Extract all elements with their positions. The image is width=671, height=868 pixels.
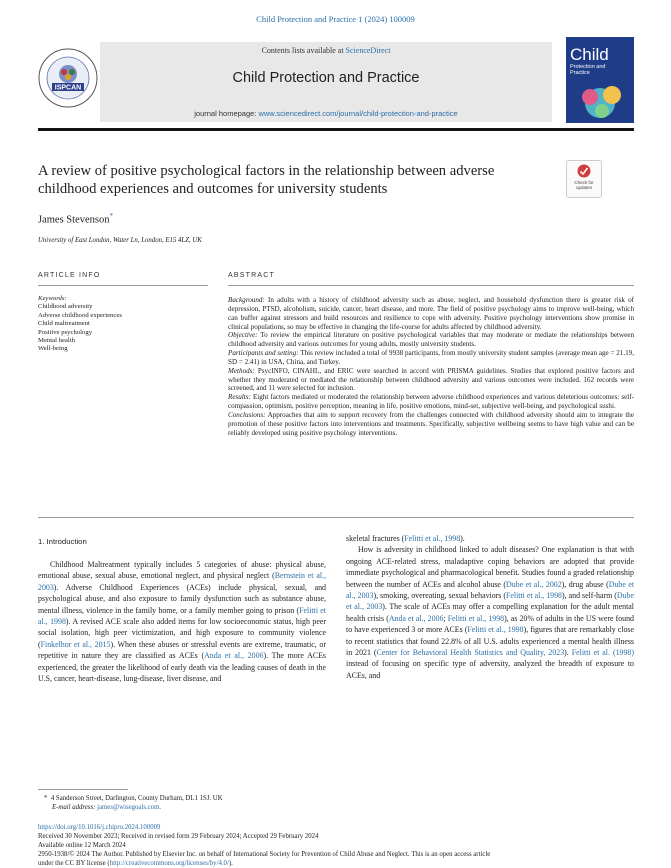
contents-line: Contents lists available at ScienceDirect [261,46,391,55]
abstract-body [228,296,634,438]
article-info-heading: ARTICLE INFO [38,272,101,279]
citation-link[interactable]: Dube et al., 2003 [346,591,634,612]
license-line: under the CC BY license (http://creativecommons.org/licenses/by/4.0/). [38,860,233,867]
citation-link[interactable]: Felitti et al., 1998 [447,613,505,623]
affiliation: University of East London, Water Ln, London, E15 4LZ, UK [38,237,202,244]
author-footnote: * 4 Sanderson Street, Darlington, County Durham, DL1 1SJ. UK E-mail address: james@wisegoals.com. [44,795,223,811]
journal-cover [566,37,634,123]
article-title: A review of positive psychological factors in the relationship between adverse childhood experiences and outcomes for university students [38,163,495,197]
abstract-paragraph: Methods: PsycINFO, CINAHL, and ERIC were searched in accord with PRISMA guidelines. Studies that explored positive factors and whether they moderated or mediated the relationship between childhood adversity and various outcomes were included. 162 records were screened, and 11 were selected for inclusion. [228,366,634,393]
keyword: Positive psychology [38,328,93,336]
intro-paragraph: How is adversity in childhood linked to adult diseases? One explanation is that with ongoing ACE-related stress, maladaptive coping behaviors are adopted that provide immediate psychological and pharmacological benefit. Studies found a graded relationship between the number of ACEs and alcohol abuse (Dube et al., 2002), drug abuse (Dube et al., 2003), smoking, overeating, sexual behaviors (Felitti et al., 1998), and self-harm (Dube et al., 2003). The scale of ACEs may offer a compelling explanation for the adult mental health crisis (Anda et al., 2006; Felitti et al., 1998), as 20% of adults in the US were found to have experienced 3 or more ACEs (Felitti et al., 1998), figures that are remarkably close to recent statistics that found 22.8% of all U.S. adults experienced a mental health illness in 2021 (Center for Behavioral Health Statistics and Quality, 2023). Felitti et al. (1998) instead of focusing on specific type of adversity, analyzed the breadth of exposure to ACEs, and [346,545,635,680]
keyword: Childhood adversity [38,303,93,311]
abstract-heading: ABSTRACT [228,272,275,279]
intro-paragraph: Childhood Maltreatment typically includes 5 categories of abuse: physical abuse, emotional abuse, sexual abuse, emotional neglect, and physical neglect (Bernstein et al., 2003). Adverse Childhood Experiences (ACEs) include physical, sexual, and psychological abuse, and also exposure to family dysfunction such as substance abuse, mental illness, violence in the family home, or a family member going to prison (Felitti et al., 1998). A revised ACE scale also added items for low socioeconomic status, high peer social isolation, high peer victimization, and high exposure to community violence (Finkelhor et al., 2015). When these abuses or stressful events are extreme, traumatic, or repetitive in nature they are classified as ACEs (Anda et al., 2006). The more ACEs experienced, the greater the likelihood of early death via the leading causes of death in the U.S, cancer, heart-disease, lung-disease, liver disease, and [38,560,326,684]
running-head[interactable]: Child Protection and Practice 1 (2024) 100009 [256,14,415,24]
article-info-rule [38,285,208,286]
citation-link[interactable]: Finkelhor et al., 2015 [40,639,111,649]
license-link[interactable]: http://creativecommons.org/licenses/by/4.0/ [109,860,229,867]
cover-title: Child [570,45,609,64]
abstract-paragraph: Objective: To review the empirical literature on positive psychological variables that may moderate or mediate the relationships between childhood adversity and various outcomes for young adults, mostly university students. [228,331,634,349]
citation-link[interactable]: Felitti et al., 1998 [404,534,461,543]
abstract-paragraph: Participants and setting: This review included a total of 9938 participants, from mostly university student samples (average mean age = 21.19, SD = 2.41) in USA, China, and Turkey. [228,349,634,366]
footnote-rule [38,789,128,790]
citation-link[interactable]: Dube et al., 2003 [346,579,635,601]
crossmark-icon [577,164,591,178]
ispcan-logo-text: ISPCAN [54,84,82,92]
citation-link[interactable]: Felitti et al. (1998) [571,648,634,658]
abstract-bottom-rule [38,517,634,518]
citation-link[interactable]: Felitti et al., 1998 [506,591,563,601]
crossmark-badge[interactable] [566,160,602,198]
cover-subtitle: Protection and Practice [570,64,606,76]
citation-link[interactable]: Dube et al., 2002 [506,579,562,589]
intro-left-column [38,559,326,684]
keyword: Mental health [38,337,75,345]
author-footnote-mark[interactable]: * [109,212,113,220]
abstract-paragraph: Conclusions: Approaches that aim to support recovery from the challenges connected with childhood adversity should aim to integrate the promotion of these positive factors into interventions and treatments. Specifically, subjective wellbeing seems to have high value and can be reliably developed using positive psychology interventions. [228,410,634,437]
keywords-label: Keywords: [38,295,67,302]
ispcan-logo [38,48,98,108]
author-email-link[interactable]: james@wisegoals.com. [97,804,162,811]
masthead-rule [38,128,634,131]
journal-name: Child Protection and Practice [232,70,420,86]
citation-link[interactable]: Felitti et al., 1998 [38,605,326,627]
citation-link[interactable]: Felitti et al., 1998 [467,625,524,635]
abstract-paragraph: Background: In adults with a history of childhood adversity such as abuse, neglect, and household dysfunction there is greater risk of depression, PTSD, alcoholism, suicide, cancer, heart disease, and more. The field of positive psychology aims to improve well-being, which can buffer against stressors and build resources and resilience to cope with adversity. Positive psychology interventions show promise in clinical populations, so may be effective in changing the life-course for adults affected by childhood adversity. [228,296,634,331]
keyword: Well-being [38,345,68,353]
abstract-paragraph: Results: Eight factors mediated or moderated the relationship between adverse childhood experiences and various deleterious outcomes: self-compassion, optimism, positive perception, meaning in life, positive emotions, mind-set, subjective well-being, and psychological sushi. [228,393,634,411]
homepage-line: journal homepage: www.sciencedirect.com/journal/child-protection-and-practice [194,109,458,118]
copyright-line: 2950-1938/© 2024 The Author. Published by Elsevier Inc. on behalf of International Society for Prevention of Child Abuse and Neglect. This is an open access article [38,851,491,858]
keywords-list [38,295,208,354]
section-heading-introduction: 1. Introduction [38,537,87,546]
citation-link[interactable]: Anda et al., 2006 [388,613,444,623]
citation-link[interactable]: Center for Behavioral Health Statistics and Quality, 2023 [376,648,565,658]
crossmark-label: Check for updates [574,180,594,190]
intro-paragraph: skeletal fractures (Felitti et al., 1998). [346,534,465,543]
author-name: James Stevenson* [38,212,113,226]
homepage-link[interactable]: www.sciencedirect.com/journal/child-protection-and-practice [258,109,458,118]
available-online: Available online 12 March 2024 [38,842,126,849]
received-dates: Received 30 November 2023; Received in revised form 29 February 2024; Accepted 29 February 2024 [38,833,319,840]
sciencedirect-link[interactable]: ScienceDirect [345,46,391,55]
keyword: Child maltreatment [38,320,90,328]
article-history [38,823,638,868]
doi-link[interactable]: https://doi.org/10.1016/j.chipro.2024.100009 [38,824,161,831]
citation-link[interactable]: Anda et al., 2006 [204,651,264,661]
intro-right-column [346,533,634,681]
abstract-rule [228,285,634,286]
citation-link[interactable]: Bernstein et al., 2003 [38,571,326,592]
keyword: Adverse childhood experiences [38,311,122,319]
